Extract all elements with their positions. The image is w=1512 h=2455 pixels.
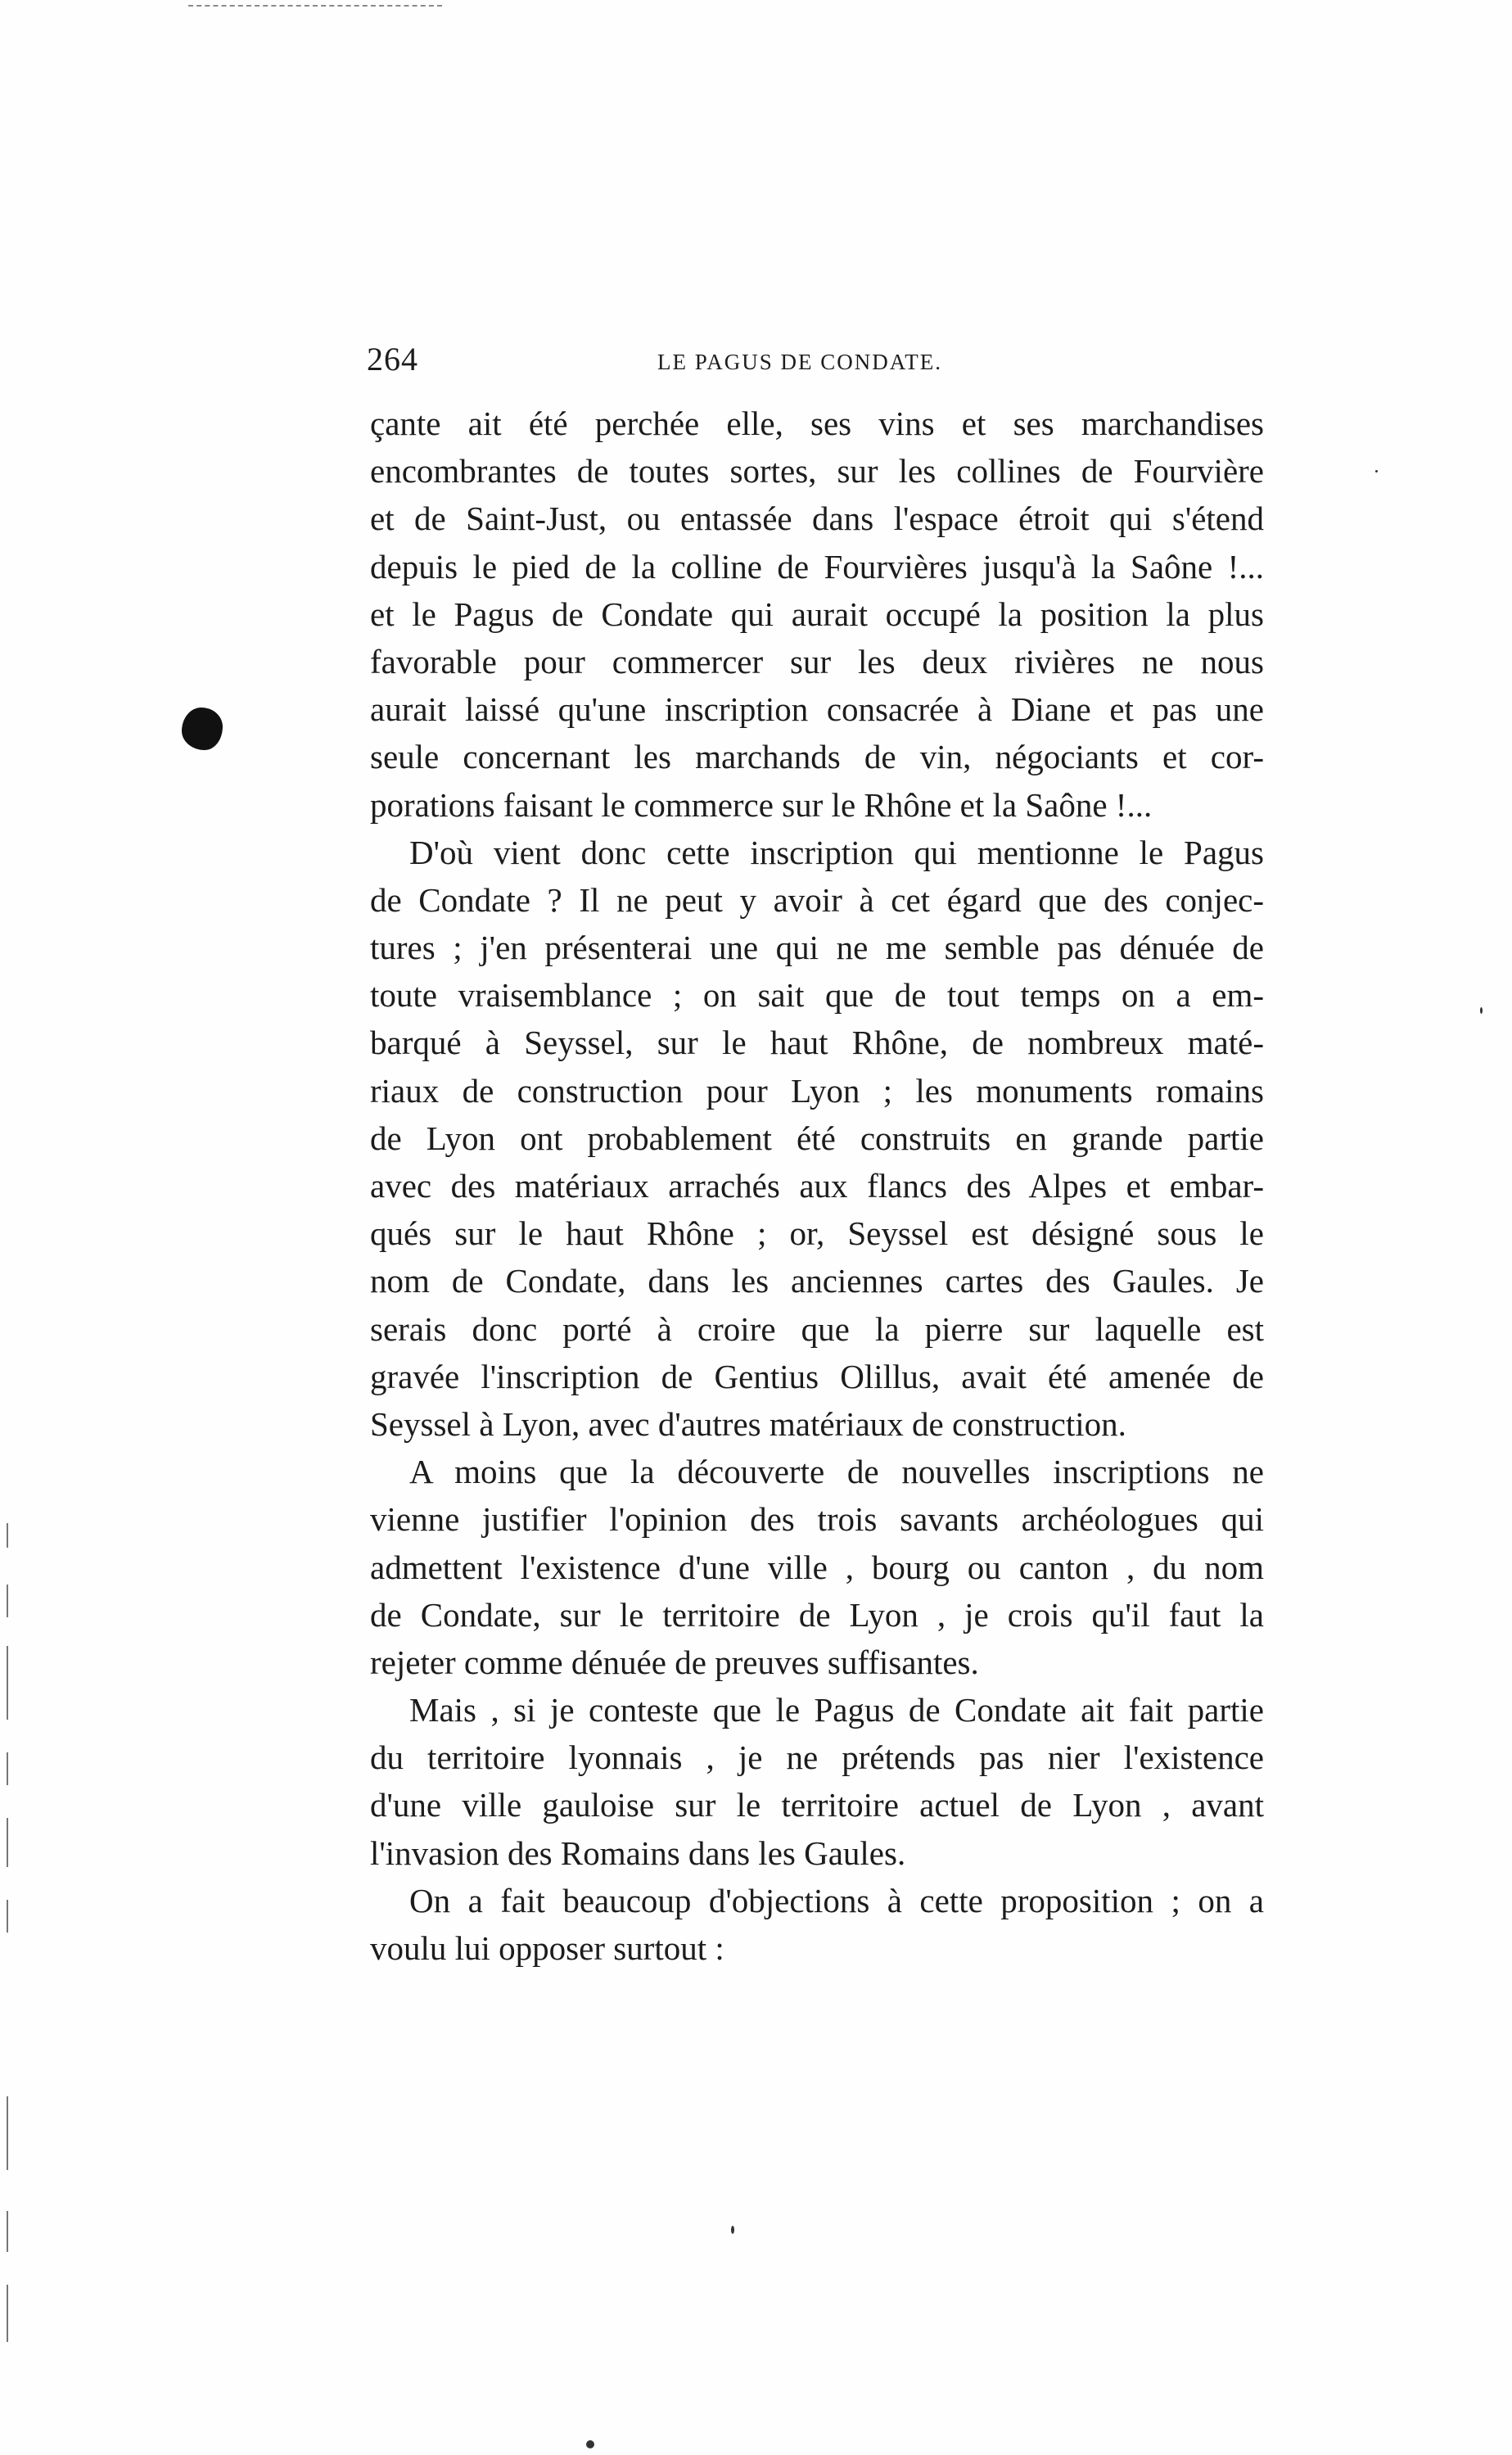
text-line: Seyssel à Lyon, avec d'autres matériaux de construction.	[370, 1404, 1126, 1443]
text-line: tures ; j'en présenterai une qui ne me semble pas dénuée de	[370, 929, 1264, 967]
text-line: du territoire lyonnais , je ne prétends pas nier l'existence	[370, 1738, 1264, 1777]
speck	[586, 2440, 594, 2448]
text-line: depuis le pied de la colline de Fourvières jusqu'à la Saône !...	[370, 547, 1264, 585]
text-line: rejeter comme dénuée de preuves suffisantes.	[370, 1643, 979, 1681]
margin-mark	[7, 2285, 8, 2342]
text-line: riaux de construction pour Lyon ; les monuments romains	[370, 1071, 1264, 1110]
page-header	[367, 340, 1263, 389]
ink-blot	[182, 708, 223, 750]
text-line: porations faisant le commerce sur le Rhône et la Saône !...	[370, 785, 1153, 824]
text-line: admettent l'existence d'une ville , bourg ou canton , du nom	[370, 1548, 1264, 1586]
text-line: çante ait été perchée elle, ses vins et ses marchandises	[370, 405, 1264, 442]
text-line: l'invasion des Romains dans les Gaules.	[370, 1833, 906, 1872]
text-line: de Lyon ont probablement été construits en grande partie	[370, 1119, 1264, 1157]
text-line: voulu lui opposer surtout :	[370, 1929, 724, 1967]
text-line: aurait laissé qu'une inscription consacrée à Diane et pas une	[370, 690, 1264, 729]
text-line: encombrantes de toutes sortes, sur les collines de Fourvière	[370, 452, 1264, 491]
text-line: vienne justifier l'opinion des trois savants archéologues qui	[370, 1500, 1264, 1539]
text-line: A moins que la découverte de nouvelles inscriptions ne	[409, 1453, 1264, 1491]
text-line: et le Pagus de Condate qui aurait occupé la position la plus	[370, 595, 1264, 633]
text-line: qués sur le haut Rhône ; or, Seyssel est désigné sous le	[370, 1214, 1264, 1253]
text-line: On a fait beaucoup d'objections à cette proposition ; on a	[409, 1881, 1264, 1919]
text-line: d'une ville gauloise sur le territoire actuel de Lyon , avant	[370, 1786, 1264, 1824]
text-line: serais donc porté à croire que la pierre sur laquelle est	[370, 1309, 1264, 1348]
text-line: toute vraisemblance ; on sait que de tout temps on a em-	[370, 976, 1264, 1015]
scan-edge-rule	[188, 5, 442, 7]
text-line: gravée l'inscription de Gentius Olillus, avait été amenée de	[370, 1357, 1264, 1395]
body-text	[370, 400, 1264, 1972]
text-line: D'où vient donc cette inscription qui mentionne le Pagus	[409, 833, 1264, 871]
margin-mark	[7, 1818, 8, 1867]
text-line: de Condate, sur le territoire de Lyon , je crois qu'il faut la	[370, 1595, 1264, 1634]
text-line: nom de Condate, dans les anciennes cartes des Gaules. Je	[370, 1262, 1264, 1300]
text-line: barqué à Seyssel, sur le haut Rhône, de nombreux maté-	[370, 1024, 1264, 1062]
text-line: Mais , si je conteste que le Pagus de Condate ait fait partie	[409, 1691, 1264, 1729]
page-number: 264	[367, 341, 418, 378]
margin-mark	[7, 2096, 8, 2170]
text-line: de Condate ? Il ne peut y avoir à cet égard que des conjec-	[370, 880, 1264, 919]
speck	[1375, 470, 1378, 472]
speck	[1480, 1007, 1483, 1014]
text-line: favorable pour commercer sur les deux rivières ne nous	[370, 642, 1264, 680]
margin-mark	[7, 1646, 8, 1720]
margin-mark	[7, 1900, 8, 1933]
running-title: LE PAGUS DE CONDATE.	[657, 350, 943, 374]
speck	[731, 2226, 734, 2234]
margin-mark	[7, 1523, 8, 1548]
text-line: seule concernant les marchands de vin, négociants et cor-	[370, 738, 1264, 776]
text-line: avec des matériaux arrachés aux flancs des Alpes et embar-	[370, 1167, 1264, 1205]
margin-mark	[7, 1585, 8, 1617]
margin-mark	[7, 2211, 8, 2252]
margin-mark	[7, 1752, 8, 1785]
text-line: et de Saint-Just, ou entassée dans l'espace étroit qui s'étend	[370, 500, 1264, 538]
